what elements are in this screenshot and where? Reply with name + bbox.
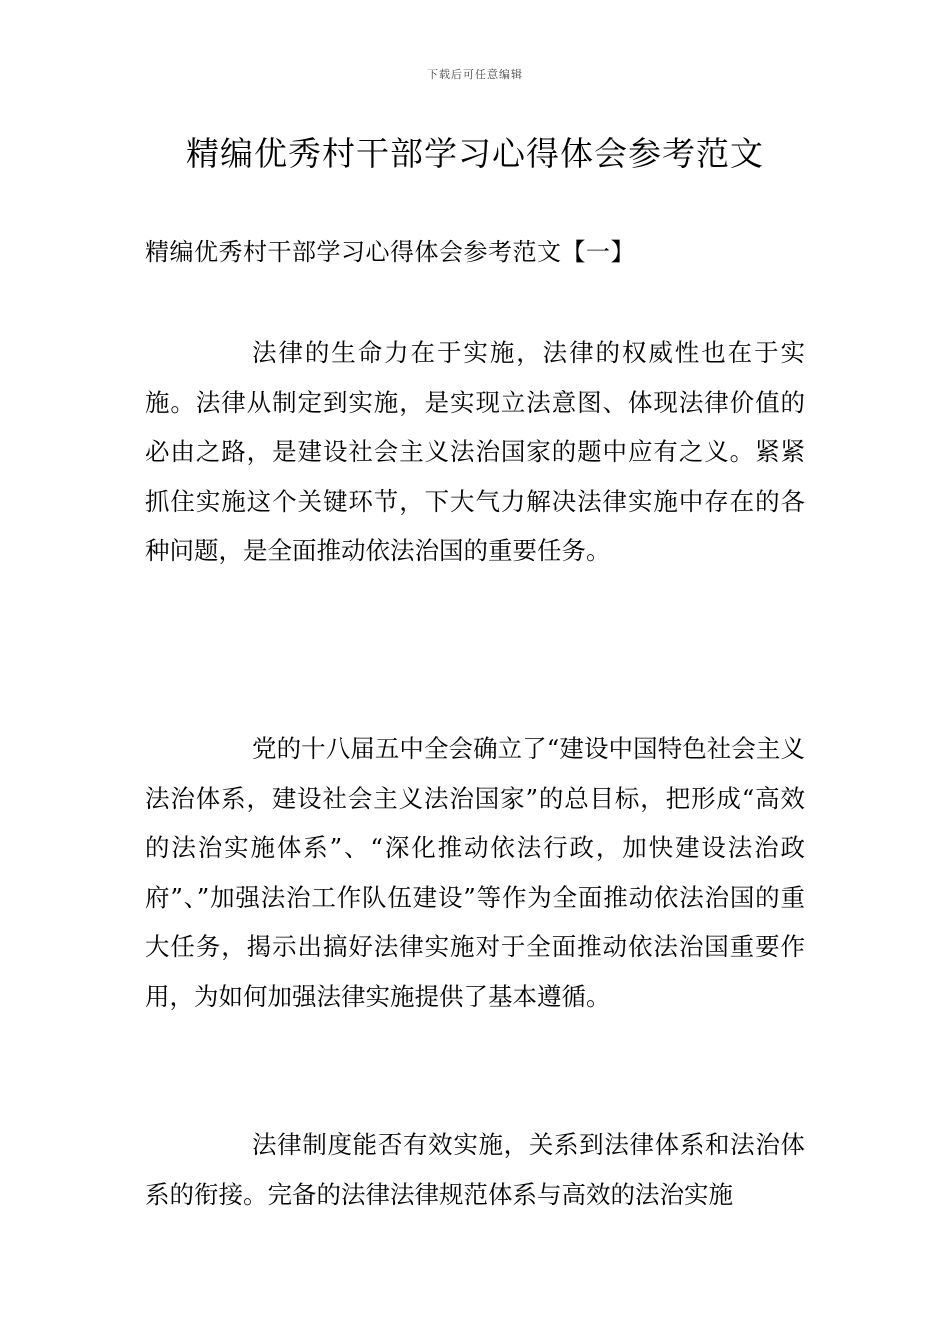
header-note: 下载后可任意编辑 — [427, 68, 523, 81]
document-title: 精编优秀村干部学习心得体会参考范文 — [186, 134, 764, 173]
section-heading: 精编优秀村干部学习心得体会参考范文【一】 — [145, 238, 635, 266]
paragraph-3: 法律制度能否有效实施，关系到法律体系和法治体系的衔接。完备的法律法律规范体系与高效的法治实施 — [145, 1130, 805, 1209]
paragraph-2: 党的十八届五中全会确立了“建设中国特色社会主义法治体系，建设社会主义法治国家”的总目标，把形成“高效的法治实施体系”、“深化推动依法行政，加快建设法治政府”、”加强法治工作队伍建设”等作为全面推动依法治国的重大任务，揭示出搞好法律实施对于全面推动依法治国重要作用，为如何加强法律实施提供了基本遵循。 — [145, 734, 805, 1011]
paragraph-1: 法律的生命力在于实施，法律的权威性也在于实施。法律从制定到实施，是实现立法意图、体现法律价值的必由之路，是建设社会主义法治国家的题中应有之义。紧紧抓住实施这个关键环节，下大气力解决法律实施中存在的各种问题，是全面推动依法治国的重要任务。 — [145, 338, 805, 566]
